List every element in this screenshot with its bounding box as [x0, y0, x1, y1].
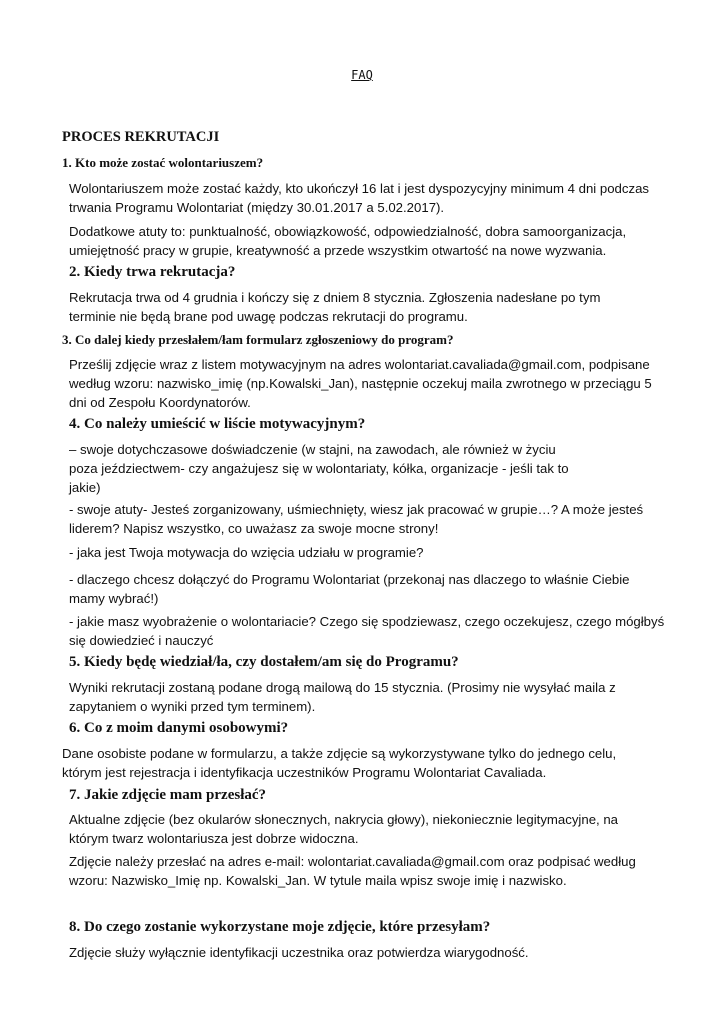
text-line: według wzoru: nazwisko_imię (np.Kowalski_Jan), następnie oczekuj maila zwrotnego w przeciągu 5	[69, 376, 652, 391]
text-line: Dane osobiste podane w formularzu, a także zdjęcie są wykorzystywane tylko do jednego celu,	[62, 746, 617, 761]
answer-3-paragraph-1	[69, 355, 652, 412]
text-line: Dodatkowe atuty to: punktualność, obowiązkowość, odpowiedzialność, dobra samoorganizacja,	[69, 224, 627, 239]
text-line: Rekrutacja trwa od 4 grudnia i kończy się z dniem 8 stycznia. Zgłoszenia nadesłane po tym	[69, 290, 601, 305]
text-line: Aktualne zdjęcie (bez okularów słonecznych, nakrycia głowy), niekoniecznie legitymacyjne, na	[69, 812, 619, 827]
answer-1-paragraph-2	[69, 222, 626, 260]
text-line: dni od Zespołu Koordynatorów.	[69, 395, 251, 410]
answer-4-bullet-2	[69, 500, 643, 538]
question-5: 5. Kiedy będę wiedział/ła, czy dostałem/am się do Programu?	[69, 654, 459, 670]
answer-6-paragraph-1	[62, 744, 616, 782]
answer-4-bullet-3	[69, 543, 424, 562]
text-line: Zdjęcie należy przesłać na adres e-mail: wolontariat.cavaliada@gmail.com oraz podpisać według	[69, 854, 636, 869]
text-line: liderem? Napisz wszystko, co uważasz za swoje mocne strony!	[69, 521, 439, 536]
answer-1-paragraph-1	[69, 179, 649, 217]
text-line: Zdjęcie służy wyłącznie identyfikacji uczestnika oraz potwierdza wiarygodność.	[69, 945, 529, 960]
text-line: Prześlij zdjęcie wraz z listem motywacyjnym na adres wolontariat.cavaliada@gmail.com, podpisane	[69, 357, 650, 372]
text-line: wzoru: Nazwisko_Imię np. Kowalski_Jan. W tytule maila wpisz swoje imię i nazwisko.	[69, 873, 567, 888]
question-4: 4. Co należy umieścić w liście motywacyjnym?	[69, 416, 366, 432]
answer-7-paragraph-1	[69, 810, 618, 848]
answer-5-paragraph-1	[69, 678, 616, 716]
answer-4-bullet-4	[69, 570, 630, 608]
text-line: umiejętność pracy w grupie, kreatywność a przede wszystkim otwartość na nowe wyzwania.	[69, 243, 607, 258]
text-line: poza jeździectwem- czy angażujesz się w wolontariaty, kółka, organizacje - jeśli tak to	[69, 461, 569, 476]
section-heading: PROCES REKRUTACJI	[62, 129, 220, 145]
question-8: 8. Do czego zostanie wykorzystane moje zdjęcie, które przesyłam?	[69, 919, 491, 935]
text-line: mamy wybrać!)	[69, 591, 159, 606]
page-title: FAQ	[351, 68, 373, 82]
answer-2-paragraph-1	[69, 288, 600, 326]
text-line: którym twarz wolontariusza jest dobrze widoczna.	[69, 831, 359, 846]
text-line: jakie)	[69, 480, 101, 495]
answer-7-paragraph-2	[69, 852, 636, 890]
text-line: Wolontariuszem może zostać każdy, kto ukończył 16 lat i jest dyspozycyjny minimum 4 dni podczas	[69, 181, 649, 196]
text-line: Wyniki rekrutacji zostaną podane drogą mailową do 15 stycznia. (Prosimy nie wysyłać maila z	[69, 680, 616, 695]
text-line: się dowiedzieć i nauczyć	[69, 633, 214, 648]
text-line: trwania Programu Wolontariat (między 30.01.2017 a 5.02.2017).	[69, 200, 445, 215]
text-line: terminie nie będą brane pod uwagę podczas rekrutacji do programu.	[69, 309, 468, 324]
text-line: - jakie masz wyobrażenie o wolontariacie? Czego się spodziewasz, czego oczekujesz, czego mógłbyś	[69, 614, 665, 629]
answer-4-bullet-1	[69, 440, 569, 497]
text-line: - swoje atuty- Jesteś zorganizowany, uśmiechnięty, wiesz jak pracować w grupie…? A może jesteś	[69, 502, 644, 517]
question-1: 1. Kto może zostać wolontariuszem?	[62, 155, 264, 170]
question-3: 3. Co dalej kiedy przesłałem/łam formularz zgłoszeniowy do program?	[62, 332, 454, 347]
question-2: 2. Kiedy trwa rekrutacja?	[69, 264, 236, 280]
answer-8-paragraph-1	[69, 943, 529, 962]
text-line: - jaka jest Twoja motywacja do wzięcia udziału w programie?	[69, 545, 424, 560]
text-line: - dlaczego chcesz dołączyć do Programu Wolontariat (przekonaj nas dlaczego to właśnie Ciebie	[69, 572, 630, 587]
text-line: którym jest rejestracja i identyfikacja uczestników Programu Wolontariat Cavaliada.	[62, 765, 547, 780]
question-7: 7. Jakie zdjęcie mam przesłać?	[69, 787, 267, 803]
text-line: zapytaniem o wyniki przed tym terminem).	[69, 699, 316, 714]
answer-4-bullet-5	[69, 612, 664, 650]
question-6: 6. Co z moim danymi osobowymi?	[69, 720, 289, 736]
text-line: – swoje dotychczasowe doświadczenie (w stajni, na zawodach, ale również w życiu	[69, 442, 556, 457]
